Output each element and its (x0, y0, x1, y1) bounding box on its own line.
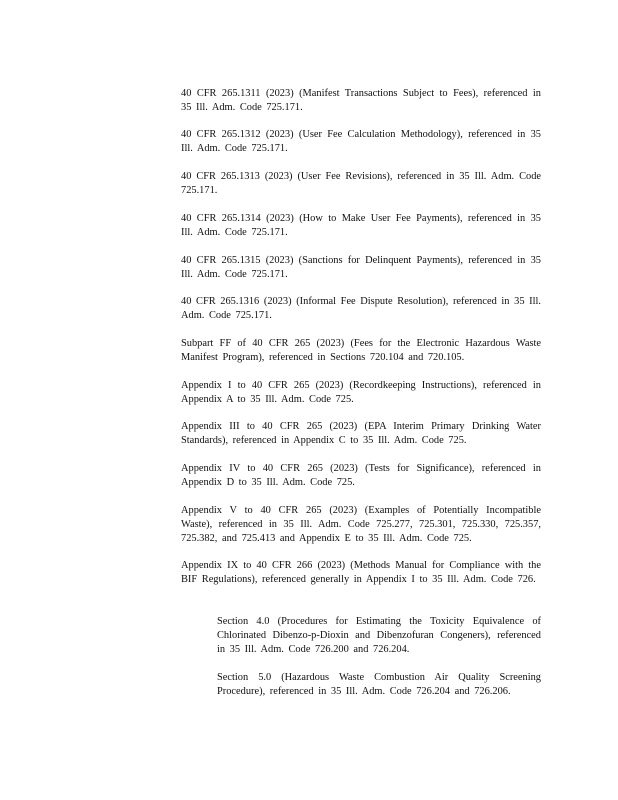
reference-entry: Appendix IX to 40 CFR 266 (2023) (Methods Manual for Compliance with the BIF Regulations), referenced generally in Appendix I to 35 Ill. Adm. Code 726. (181, 560, 541, 585)
reference-entry: 40 CFR 265.1311 (2023) (Manifest Transactions Subject to Fees), referenced in 35 Ill. Adm. Code 725.171. (181, 88, 541, 113)
reference-entry: Appendix I to 40 CFR 265 (2023) (Recordkeeping Instructions), referenced in Appendix A to 35 Ill. Adm. Code 725. (181, 380, 541, 405)
reference-entry: Subpart FF of 40 CFR 265 (2023) (Fees for the Electronic Hazardous Waste Manifest Program), referenced in Sections 720.104 and 720.105. (181, 338, 541, 363)
reference-subentry: Section 5.0 (Hazardous Waste Combustion Air Quality Screening Procedure), referenced in 35 Ill. Adm. Code 726.204 and 726.206. (217, 672, 541, 697)
reference-subentry: Section 4.0 (Procedures for Estimating the Toxicity Equivalence of Chlorinated Dibenzo-p-Dioxin and Dibenzofuran Congeners), referenced in 35 Ill. Adm. Code 726.200 and 726.204. (217, 616, 541, 655)
reference-entry: Appendix III to 40 CFR 265 (2023) (EPA Interim Primary Drinking Water Standards), referenced in Appendix C to 35 Ill. Adm. Code 725. (181, 421, 541, 446)
reference-entry: 40 CFR 265.1314 (2023) (How to Make User Fee Payments), referenced in 35 Ill. Adm. Code 725.171. (181, 213, 541, 238)
reference-entry: 40 CFR 265.1313 (2023) (User Fee Revisions), referenced in 35 Ill. Adm. Code 725.171. (181, 171, 541, 196)
reference-entry: 40 CFR 265.1312 (2023) (User Fee Calculation Methodology), referenced in 35 Ill. Adm. Code 725.171. (181, 129, 541, 154)
reference-entry: 40 CFR 265.1316 (2023) (Informal Fee Dispute Resolution), referenced in 35 Ill. Adm. Code 725.171. (181, 296, 541, 321)
reference-entry: Appendix IV to 40 CFR 265 (2023) (Tests for Significance), referenced in Appendix D to 35 Ill. Adm. Code 725. (181, 463, 541, 488)
reference-entry: Appendix V to 40 CFR 265 (2023) (Examples of Potentially Incompatible Waste), referenced in 35 Ill. Adm. Code 725.277, 725.301, 725.330, 725.357, 725.382, and 725.413 and Appendix E to 35 Ill. Adm. Code 725. (181, 505, 541, 544)
reference-entry: 40 CFR 265.1315 (2023) (Sanctions for Delinquent Payments), referenced in 35 Ill. Adm. Code 725.171. (181, 255, 541, 280)
